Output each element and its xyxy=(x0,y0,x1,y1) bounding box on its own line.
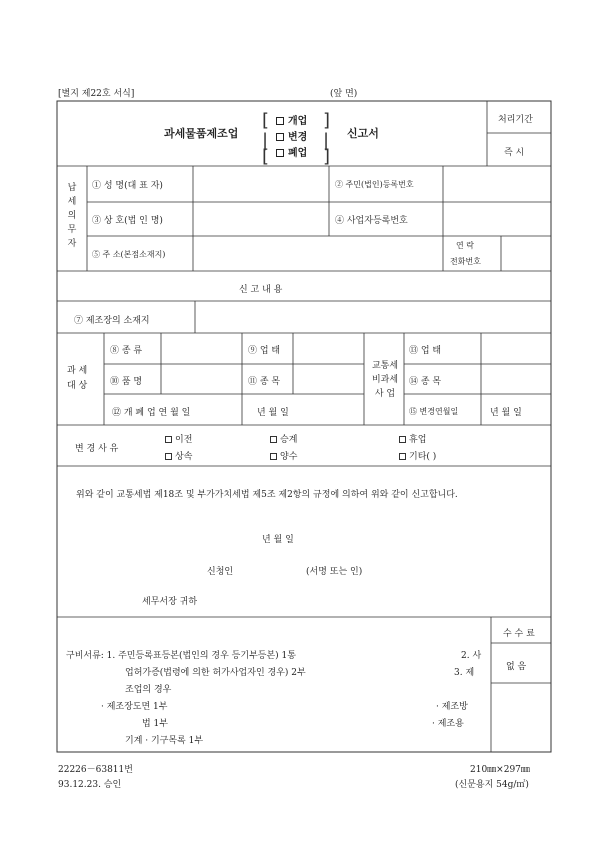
business-type-field[interactable] xyxy=(295,335,362,362)
address-label: ⑤ 주 소(본점소재지) xyxy=(92,250,166,259)
attachment-line-7: · 제조방 xyxy=(436,702,468,712)
t-business-type-label: ⑬ 업 태 xyxy=(409,346,442,356)
open-checkbox-icon[interactable] xyxy=(276,117,284,125)
item-label: ⑪ 종 목 xyxy=(248,377,281,387)
open-close-date-label: ⑫ 개 폐 업 연 월 일 xyxy=(112,408,191,418)
form-code: 22226－63811번 xyxy=(58,765,133,775)
fee-label: 수 수 료 xyxy=(503,629,535,639)
t-item-label: ⑭ 종 목 xyxy=(409,377,442,387)
tax-object-label: 과 세 대 상 xyxy=(67,366,88,391)
factory-location-label: ⑦ 제조장의 소재지 xyxy=(74,316,150,326)
signature-label: (서명 또는 인) xyxy=(306,567,363,577)
attachment-line-1: 구비서류: 1. 주민등록표등본(법인의 경우 등기부등본) 1통 xyxy=(66,651,296,661)
checkbox-icon[interactable] xyxy=(270,453,277,460)
transport-tax-label: 교통세 비과세 사 업 xyxy=(371,361,399,399)
applicant-field[interactable] xyxy=(245,558,300,576)
attachment-line-3: 업허가증(법령에 의한 허가사업자인 경우) 2부 xyxy=(125,668,306,678)
reason-inheritance[interactable]: 상속 xyxy=(165,449,192,462)
processing-label: 처리기간 xyxy=(498,115,533,125)
attachment-line-4: 3. 제 xyxy=(454,668,475,678)
t-item-field[interactable] xyxy=(483,366,548,392)
product-field[interactable] xyxy=(163,366,240,392)
checkbox-icon[interactable] xyxy=(399,436,406,443)
reason-relocation[interactable]: 이전 xyxy=(165,432,192,445)
attachment-line-5: 조업의 경우 xyxy=(125,685,172,695)
item-field[interactable] xyxy=(295,366,362,392)
resident-number-field[interactable] xyxy=(446,170,548,198)
form-number: [별지 제22호 서식] xyxy=(58,89,135,99)
checkbox-icon[interactable] xyxy=(165,436,172,443)
change-date-label: ⑮ 변경연월일 xyxy=(409,407,459,416)
attachment-line-6: · 제조장도면 1부 xyxy=(101,702,168,712)
paper-type: (신문용지 54g/㎡) xyxy=(455,780,529,790)
biz-reg-label: ④ 사업자등록번호 xyxy=(335,216,408,226)
option-close[interactable]: 폐업 xyxy=(276,144,307,159)
checkbox-icon[interactable] xyxy=(165,453,172,460)
report-content-header: 신 고 내 용 xyxy=(239,285,283,295)
recipient: 세무서장 귀하 xyxy=(142,597,198,607)
form-title: 과세물품제조업 xyxy=(164,127,239,140)
fee-value: 없 음 xyxy=(506,662,527,672)
contact-label-1: 연 락 xyxy=(456,241,474,250)
factory-location-field[interactable] xyxy=(198,304,548,330)
form-title-suffix: 신고서 xyxy=(347,127,379,140)
left-bracket: [ | xyxy=(262,110,270,151)
reason-acquisition[interactable]: 양수 xyxy=(270,449,297,462)
attachment-line-8: 법 1부 xyxy=(142,719,168,729)
attachment-line-2: 2. 사 xyxy=(461,651,482,661)
taxpayer-section-label: 납 세 의 무 자 xyxy=(67,183,77,249)
t-business-type-field[interactable] xyxy=(483,335,548,362)
contact-label-2: 전화번호 xyxy=(450,257,481,266)
name-label: ① 성 명(대 표 자) xyxy=(92,181,163,191)
paper-size: 210㎜×297㎜ xyxy=(470,765,530,775)
trade-name-field[interactable] xyxy=(196,205,326,233)
change-reason-label: 변 경 사 유 xyxy=(75,444,119,454)
page-side: (앞 면) xyxy=(330,89,358,99)
resident-number-label: ② 주민(법인)등록번호 xyxy=(335,180,414,189)
name-field[interactable] xyxy=(196,170,326,198)
right-bracket: ] | xyxy=(323,110,331,151)
contact-field[interactable] xyxy=(504,239,548,268)
change-date-field[interactable]: 년 월 일 xyxy=(490,408,522,418)
right-bracket-bottom: ] xyxy=(323,146,331,167)
approval-date: 93.12.23. 승인 xyxy=(58,780,122,790)
declaration-date: 년 월 일 xyxy=(262,535,294,545)
close-checkbox-icon[interactable] xyxy=(276,149,284,157)
trade-name-label: ③ 상 호(법 인 명) xyxy=(92,216,163,226)
checkbox-icon[interactable] xyxy=(270,436,277,443)
attachment-line-10: 기계 · 기구목록 1부 xyxy=(125,736,204,746)
change-checkbox-icon[interactable] xyxy=(276,133,284,141)
option-change[interactable]: 변경 xyxy=(276,128,307,143)
left-bracket-bottom: [ xyxy=(262,146,270,167)
biz-reg-field[interactable] xyxy=(446,205,548,233)
attachment-line-9: · 제조용 xyxy=(432,719,464,729)
option-open[interactable]: 개업 xyxy=(276,112,307,127)
reason-other[interactable]: 기타( ) xyxy=(399,449,436,462)
applicant-label: 신청인 xyxy=(207,567,234,577)
reason-suspension[interactable]: 휴업 xyxy=(399,432,426,445)
business-type-label: ⑨ 업 태 xyxy=(248,346,281,356)
processing-value: 즉 시 xyxy=(504,148,525,158)
reason-succession[interactable]: 승계 xyxy=(270,432,297,445)
kind-label: ⑧ 종 류 xyxy=(110,346,143,356)
declaration-statement: 위와 같이 교통세법 제18조 및 부가가치세법 제5조 제2항의 규정에 의하여 위와 같이 신고합니다. xyxy=(76,490,458,500)
kind-field[interactable] xyxy=(163,335,240,362)
open-close-date-field[interactable]: 년 월 일 xyxy=(257,408,289,418)
product-label: ⑩ 품 명 xyxy=(110,377,143,387)
address-field[interactable] xyxy=(196,239,440,268)
checkbox-icon[interactable] xyxy=(399,453,406,460)
